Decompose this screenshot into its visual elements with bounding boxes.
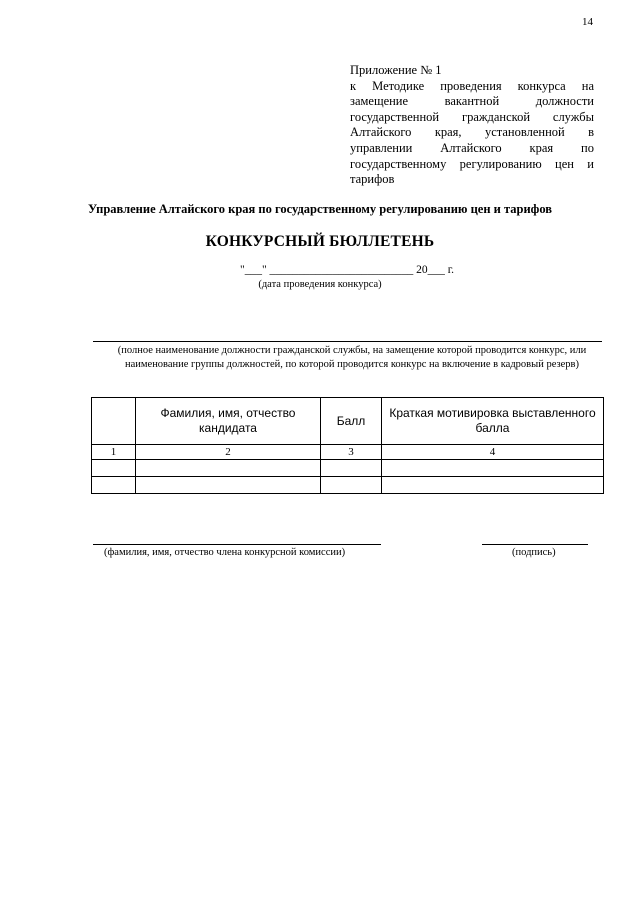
table-cell[interactable] xyxy=(136,477,321,494)
date-field: "___" _________________________ 20___ г. xyxy=(240,264,455,276)
header-cell-empty xyxy=(92,398,136,445)
date-caption: (дата проведения конкурса) xyxy=(258,279,382,290)
column-number: 2 xyxy=(136,445,321,460)
table-cell[interactable] xyxy=(321,477,382,494)
header-cell-candidate: Фамилия, имя, отчество кандидата xyxy=(136,398,321,445)
table-cell[interactable] xyxy=(382,460,604,477)
table-cell[interactable] xyxy=(382,477,604,494)
position-caption: (полное наименование должности гражданской службы, на замещение которой проводится конкурс, или наименование группы должностей, по которой проводится конкурс на включение в кадровый резерв) xyxy=(117,345,587,370)
table-cell[interactable] xyxy=(321,460,382,477)
appendix-line: замещение вакантной должности xyxy=(350,94,594,109)
appendix-line: управлении Алтайского края по xyxy=(350,140,594,155)
column-number: 3 xyxy=(321,445,382,460)
member-name-blank-line xyxy=(93,544,381,545)
appendix-line: Алтайского края, установленной в xyxy=(350,125,594,140)
table-cell[interactable] xyxy=(92,460,136,477)
document-title: КОНКУРСНЫЙ БЮЛЛЕТЕНЬ xyxy=(205,233,435,250)
column-number: 1 xyxy=(92,445,136,460)
member-name-caption: (фамилия, имя, отчество члена конкурсной комиссии) xyxy=(104,547,346,558)
table-cell[interactable] xyxy=(136,460,321,477)
appendix-line: государственному регулированию цен и xyxy=(350,156,594,171)
table-row xyxy=(92,477,604,494)
position-blank-line xyxy=(93,341,602,342)
signature-blank-line xyxy=(482,544,588,545)
appendix-line: к Методике проведения конкурса на xyxy=(350,78,594,93)
appendix-line: государственной гражданской службы xyxy=(350,109,594,124)
page-number: 14 xyxy=(582,16,593,28)
header-cell-justification: Краткая мотивировка выставленного балла xyxy=(382,398,604,445)
signature-caption: (подпись) xyxy=(512,547,556,558)
appendix-line: Приложение № 1 xyxy=(350,63,442,77)
header-cell-score: Балл xyxy=(321,398,382,445)
appendix-line: тарифов xyxy=(350,172,395,187)
table-header-row xyxy=(92,398,604,445)
table-column-numbers-row xyxy=(92,445,604,460)
organization-name: Управление Алтайского края по государственному регулированию цен и тарифов xyxy=(87,202,553,216)
appendix-heading xyxy=(350,63,594,188)
table-cell[interactable] xyxy=(92,477,136,494)
ballot-table xyxy=(91,397,604,494)
table-row xyxy=(92,460,604,477)
column-number: 4 xyxy=(382,445,604,460)
